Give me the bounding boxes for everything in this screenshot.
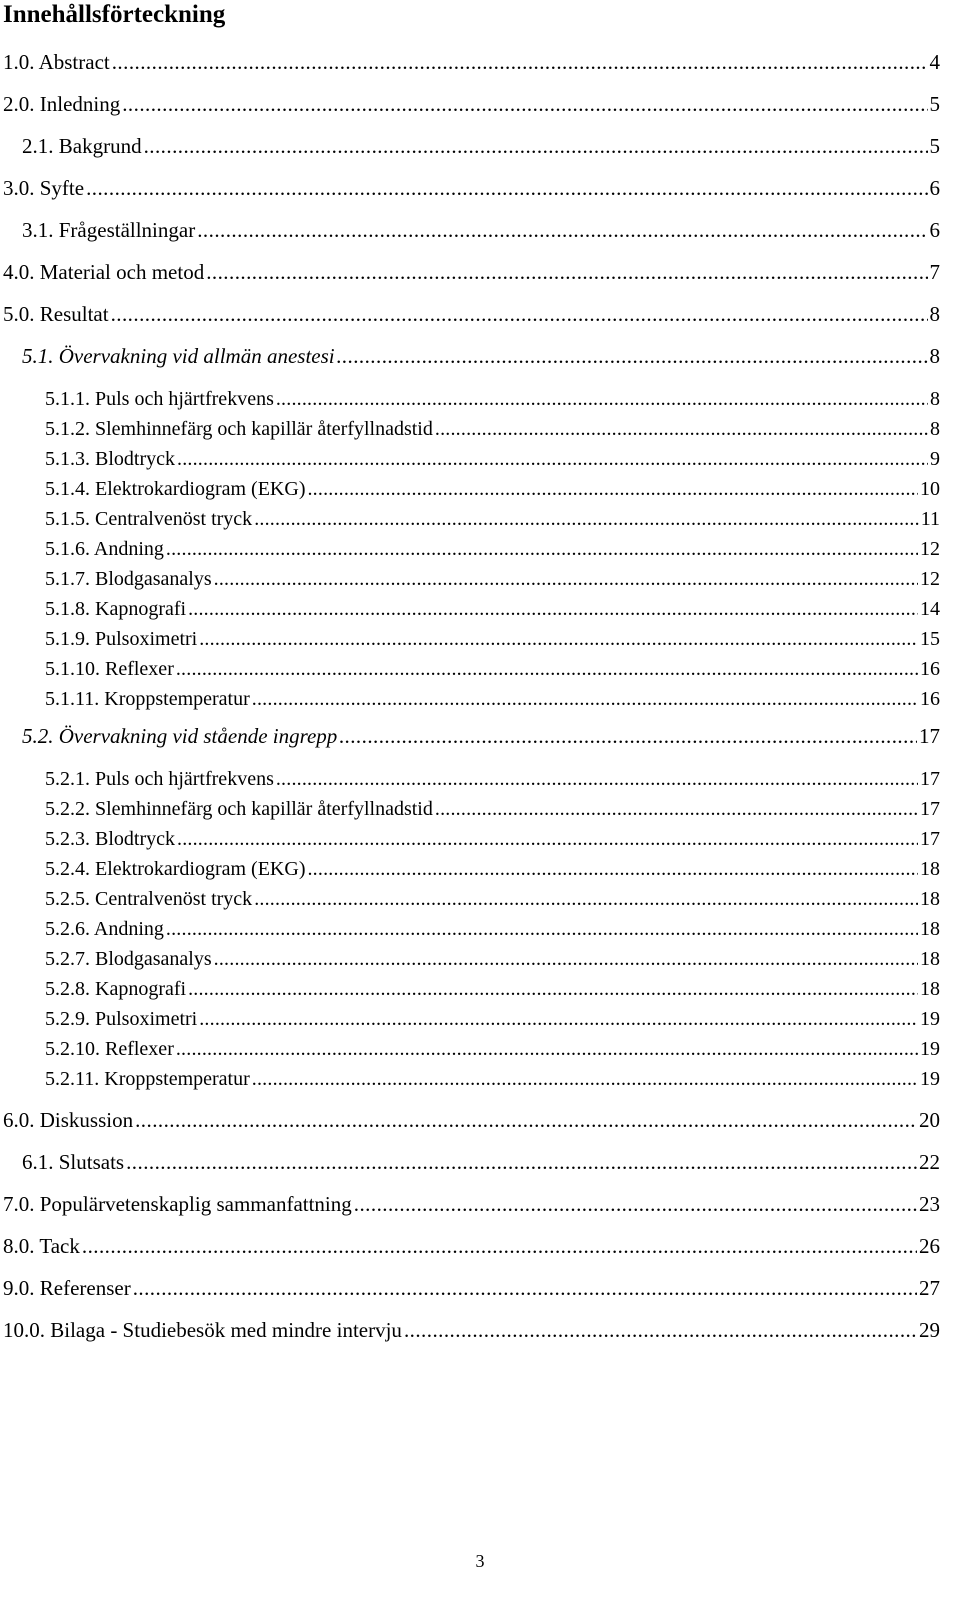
toc-entry[interactable] [0, 176, 960, 201]
toc-entry[interactable] [0, 768, 960, 791]
dot-leader [307, 478, 918, 501]
dot-leader [337, 344, 928, 369]
dot-leader [254, 508, 919, 531]
toc-entry-page: 18 [920, 858, 940, 880]
toc-entry-title: 5.2.1. Puls och hjärtfrekvens [45, 768, 274, 790]
toc-entry-title: 5.1.1. Puls och hjärtfrekvens [45, 388, 274, 410]
dot-leader [276, 388, 928, 411]
toc-entry[interactable] [0, 1008, 960, 1031]
toc-entry[interactable] [0, 888, 960, 911]
toc-entry[interactable] [0, 508, 960, 531]
toc-entry-page: 17 [920, 768, 940, 790]
toc-entry-title: 5.2.7. Blodgasanalys [45, 948, 212, 970]
toc-entry[interactable] [0, 628, 960, 651]
dot-leader [122, 92, 927, 117]
toc-entry[interactable] [0, 1276, 960, 1301]
toc-entry[interactable] [0, 858, 960, 881]
toc-heading: Innehållsförteckning [3, 1, 226, 28]
toc-entry-title: 5.2. Övervakning vid stående ingrepp [22, 724, 338, 748]
toc-entry-page: 8 [929, 302, 940, 326]
toc-entry-page: 8 [930, 418, 940, 440]
toc-entry[interactable] [0, 1150, 960, 1175]
toc-entry[interactable] [0, 1108, 960, 1133]
toc-entry[interactable] [0, 568, 960, 591]
dot-leader [404, 1318, 917, 1343]
toc-entry-title: 5.2.2. Slemhinnefärg och kapillär återfyllnadstid [45, 798, 433, 820]
toc-entry[interactable] [0, 92, 960, 117]
toc-entry-title: 5.2.4. Elektrokardiogram (EKG) [45, 858, 306, 880]
toc-entry[interactable] [0, 344, 960, 369]
dot-leader [252, 1068, 918, 1091]
dot-leader [111, 302, 928, 327]
page-number: 3 [475, 1551, 485, 1571]
dot-leader [86, 176, 927, 201]
dot-leader [435, 798, 918, 821]
dot-leader [166, 918, 918, 941]
toc-entry-title: 5.2.5. Centralvenöst tryck [45, 888, 253, 910]
dot-leader [166, 538, 918, 561]
toc-entry-title: 6.1. Slutsats [22, 1150, 125, 1174]
toc-entry-title: 8.0. Tack [3, 1234, 80, 1258]
toc-entry[interactable] [0, 538, 960, 561]
toc-entry[interactable] [0, 1038, 960, 1061]
toc-entry-title: 5.1.5. Centralvenöst tryck [45, 508, 253, 530]
dot-leader [188, 598, 918, 621]
toc-entry[interactable] [0, 978, 960, 1001]
toc-entry-title: 2.1. Bakgrund [22, 134, 142, 158]
toc-entry-page: 8 [930, 388, 940, 410]
toc-entry-page: 19 [920, 1008, 940, 1030]
toc-entry-page: 6 [929, 176, 940, 200]
toc-entry[interactable] [0, 418, 960, 441]
toc-entry-page: 14 [920, 598, 940, 620]
toc-entry-page: 29 [919, 1318, 940, 1342]
toc-entry-title: 5.1.3. Blodtryck [45, 448, 175, 470]
toc-entry-title: 5.1.9. Pulsoximetri [45, 628, 198, 650]
toc-entry-page: 17 [919, 724, 940, 748]
dot-leader [197, 218, 927, 243]
toc-entry-page: 26 [919, 1234, 940, 1258]
toc-entry-title: 3.1. Frågeställningar [22, 218, 196, 242]
toc-entry-page: 16 [920, 658, 940, 680]
toc-entry[interactable] [0, 724, 960, 749]
toc-entry-page: 17 [920, 798, 940, 820]
toc-entry[interactable] [0, 448, 960, 471]
toc-entry-page: 17 [920, 828, 940, 850]
dot-leader [214, 948, 918, 971]
toc-entry-title: 5.2.3. Blodtryck [45, 828, 175, 850]
toc-entry-page: 12 [920, 568, 940, 590]
toc-entry-page: 19 [920, 1038, 940, 1060]
toc-entry-page: 18 [920, 948, 940, 970]
toc-entry-title: 6.0. Diskussion [3, 1108, 134, 1132]
dot-leader [144, 134, 928, 159]
toc-entry[interactable] [0, 260, 960, 285]
toc-entry-title: 5.2.9. Pulsoximetri [45, 1008, 198, 1030]
dot-leader [82, 1234, 917, 1259]
toc-entry-page: 5 [929, 92, 940, 116]
toc-entry-title: 1.0. Abstract [3, 50, 110, 74]
toc-entry-page: 20 [919, 1108, 940, 1132]
toc-entry-title: 2.0. Inledning [3, 92, 121, 116]
toc-entry-page: 5 [929, 134, 940, 158]
toc-entry[interactable] [0, 598, 960, 621]
toc-entry[interactable] [0, 50, 960, 75]
toc-entry-page: 22 [919, 1150, 940, 1174]
toc-entry-title: 5.2.10. Reflexer [45, 1038, 174, 1060]
dot-leader [206, 260, 927, 285]
toc-entry-page: 18 [920, 888, 940, 910]
dot-leader [126, 1150, 917, 1175]
toc-entry[interactable] [0, 1234, 960, 1259]
toc-entry-page: 18 [920, 978, 940, 1000]
toc-entry-title: 5.2.6. Andning [45, 918, 164, 940]
toc-entry-title: 4.0. Material och metod [3, 260, 205, 284]
toc-entry-page: 19 [920, 1068, 940, 1090]
toc-entry-title: 5.1.8. Kapnografi [45, 598, 187, 620]
dot-leader [112, 50, 928, 75]
dot-leader [252, 688, 918, 711]
toc-entry-title: 5.1.2. Slemhinnefärg och kapillär återfyllnadstid [45, 418, 433, 440]
dot-leader [276, 768, 918, 791]
toc-entry-title: 5.1.10. Reflexer [45, 658, 174, 680]
toc-entry-title: 10.0. Bilaga - Studiebesök med mindre intervju [3, 1318, 402, 1342]
dot-leader [135, 1108, 917, 1133]
toc-entry-page: 23 [919, 1192, 940, 1216]
toc-entry[interactable] [0, 134, 960, 159]
dot-leader [435, 418, 928, 441]
dot-leader [199, 1008, 918, 1031]
dot-leader [133, 1276, 917, 1301]
dot-leader [307, 858, 918, 881]
dot-leader [354, 1192, 917, 1217]
toc-entry-page: 27 [919, 1276, 940, 1300]
dot-leader [176, 658, 918, 681]
toc-entry-title: 5.1.6. Andning [45, 538, 164, 560]
toc-entry[interactable] [0, 918, 960, 941]
dot-leader [177, 448, 928, 471]
dot-leader [176, 1038, 918, 1061]
toc-entry[interactable] [0, 1318, 960, 1343]
toc-entry-page: 8 [929, 344, 940, 368]
dot-leader [214, 568, 918, 591]
toc-entry-page: 6 [929, 218, 940, 242]
toc-entry[interactable] [0, 302, 960, 327]
toc-entry-title: 5.1.7. Blodgasanalys [45, 568, 212, 590]
toc-entry-page: 15 [920, 628, 940, 650]
toc-entry[interactable] [0, 218, 960, 243]
dot-leader [199, 628, 918, 651]
toc-entry-title: 5.2.8. Kapnografi [45, 978, 187, 1000]
dot-leader [188, 978, 918, 1001]
dot-leader [339, 724, 917, 749]
dot-leader [254, 888, 918, 911]
toc-entry-title: 5.0. Resultat [3, 302, 109, 326]
toc-entry-title: 5.1.4. Elektrokardiogram (EKG) [45, 478, 306, 500]
dot-leader [177, 828, 918, 851]
toc-entry-title: 5.1.11. Kroppstemperatur [45, 688, 250, 710]
toc-entry[interactable] [0, 478, 960, 501]
toc-entry[interactable] [0, 1192, 960, 1217]
toc-entry-title: 5.2.11. Kroppstemperatur [45, 1068, 250, 1090]
toc-entry-page: 12 [920, 538, 940, 560]
toc-entry-page: 4 [929, 50, 940, 74]
toc-entry-title: 9.0. Referenser [3, 1276, 131, 1300]
toc-entry[interactable] [0, 658, 960, 681]
toc-entry-page: 7 [929, 260, 940, 284]
toc-entry-page: 10 [920, 478, 940, 500]
toc-entry-page: 16 [920, 688, 940, 710]
toc-entry[interactable] [0, 1068, 960, 1091]
toc-entry[interactable] [0, 948, 960, 971]
toc-entry-page: 18 [920, 918, 940, 940]
toc-entry[interactable] [0, 388, 960, 411]
toc-entry[interactable] [0, 828, 960, 851]
toc-entry-page: 9 [930, 448, 940, 470]
toc-entry[interactable] [0, 798, 960, 821]
toc-entry[interactable] [0, 688, 960, 711]
toc-entry-title: 5.1. Övervakning vid allmän anestesi [22, 344, 335, 368]
toc-entry-title: 3.0. Syfte [3, 176, 85, 200]
toc-entry-title: 7.0. Populärvetenskaplig sammanfattning [3, 1192, 352, 1216]
toc-entry-page: 11 [920, 508, 940, 530]
